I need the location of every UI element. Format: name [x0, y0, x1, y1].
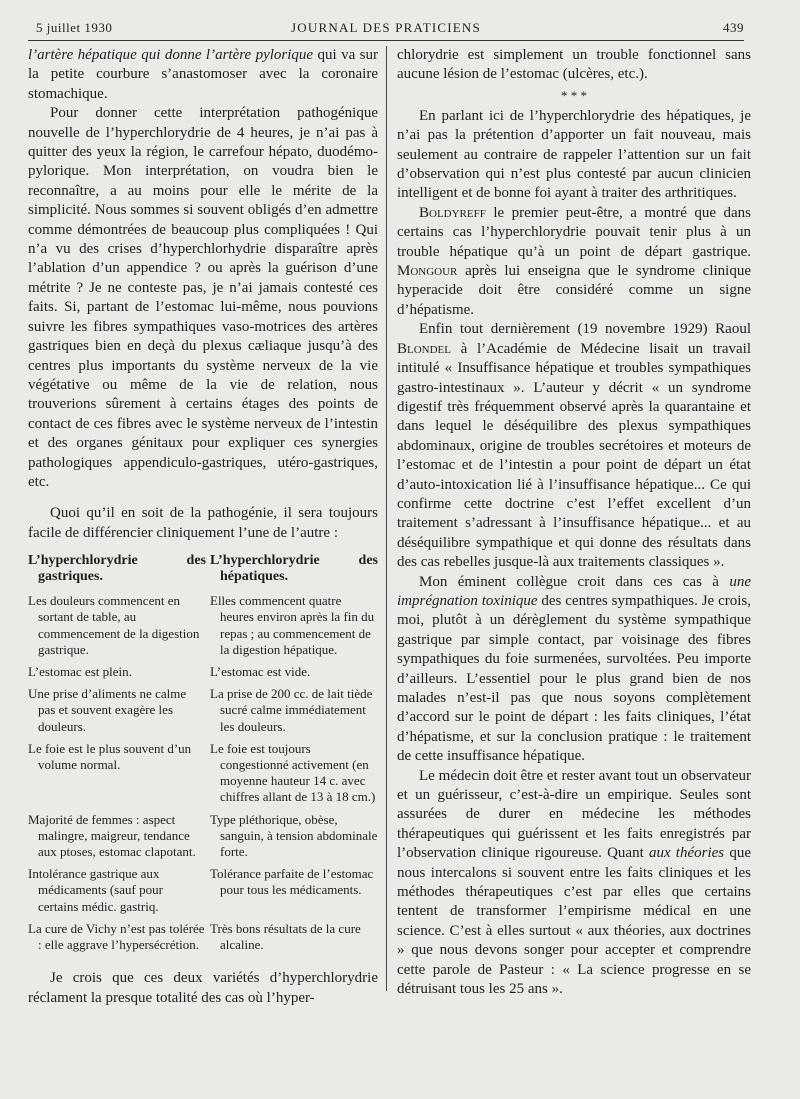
- paragraph-text: des centres sympathiques. Je crois, moi, plutôt à un dérèglement du système sympathique gastrique par simple contact, par voisinage des fibres sympathiques du foie surmenées, survoltées. Peu importe d’ailleurs. L’essentiel pour le plus grand bien de nos malades n’est-il pas que nous soyons complètement d’accord sur le point de départ : les faits cliniques, l’état d’hépatisme, et sur la conclusion pratique : le traitement de cette insuffisance hépatique.: [397, 592, 751, 765]
- paragraph: Pour donner cette interprétation pathogénique nouvelle de l’hyperchlorydrie de 4 heures, je n’ai pas à quitter des yeux la région, le carrefour hépato, duodémo-pylorique. Mon interprétation, on voudra bien le reconnaître, a au moins pour elle le mérite de la simplicité. Nous sommes si souvent obligés d’en admettre comme démontrées de beaucoup plus compliquées ! Qui n’a vu des crises d’hyperchlorhydrie disparaître après l’ablation d’un appendice ? ou après la guérison d’une métrite ? Je ne conteste pas, je n’ai jamais contesté ces faits. Si, partant de l’estomac lui-même, nous pouvions suivre les fibres sympathiques vaso-motrices des artères gastriques bien en deçà du plexus cæliaque jusqu’à des centres plus importants du système nerveux de la vie végétative ou même de la vie de relation, nous trouverions sûrement à certains étages des points de contact de ces fibres avec le système nerveux de l’intestin et des organes génitaux pour expliquer ces synergies pathologiques appendiculo-gastriques, utéro-gastriques, etc.: [28, 105, 378, 490]
- paragraph: [397, 320, 751, 572]
- page-number: 439: [723, 20, 744, 35]
- italic-phrase: l’artère hépatique qui donne l’artère pylorique: [28, 47, 314, 63]
- column-divider: [386, 46, 387, 991]
- italic-phrase: une imprégnation toxinique: [397, 573, 751, 609]
- paragraph: Je crois que ces deux variétés d’hyperchlorydrie réclament la presque totalité des cas où l’hyper-: [28, 970, 378, 1006]
- left-column: [28, 46, 378, 1008]
- hepatic-cell: Tolérance parfaite de l’estomac pour tous les médicaments.: [210, 866, 374, 898]
- gastric-cell: Le foie est le plus souvent d’un volume normal.: [28, 740, 192, 772]
- column-heading-gastric: L’hyperchlorydrie des gastriques.: [28, 553, 206, 585]
- gastric-cell: L’estomac est plein.: [28, 663, 132, 679]
- paragraph-text: Mon éminent collègue croit dans ces cas à: [419, 573, 730, 590]
- paragraph: En parlant ici de l’hyperchlorydrie des hépatiques, je n’ai pas la prétention d’apporter un fait nouveau, mais seulement au contraire de rappeler l’attention sur un fait d’observation qui n’est plus contesté par aucun clinicien intelligent et de bonne foi ayant à traiter des arthritiques.: [397, 107, 751, 202]
- column-heading-hepatic: L’hyperchlorydrie des hépatiques.: [210, 553, 378, 585]
- hepatic-cell: Elles commencent quatre heures environ après la fin du repas ; au commencement de la digestion hépatique.: [210, 593, 375, 657]
- author-name: Blondel: [397, 340, 451, 357]
- paragraph: chlorydrie est simplement un trouble fonctionnel sans aucune lésion de l’estomac (ulcères, etc.).: [397, 47, 751, 83]
- gastric-cell: Une prise d’aliments ne calme pas et souvent exagère les douleurs.: [28, 686, 187, 734]
- paragraph-text: que nous intercalons si souvent entre les faits cliniques et les méthodes thérapeutiques c’est par elles que certains tentent de transformer l’empirisme médical en une science. C’est à elles surtout « aux théories, aux doctrines » que nous devons songer pour accepter et comprendre cette parole de Pasteur : « La science progresse en se détruisant tous les 25 ans ».: [397, 845, 751, 998]
- issue-date: 5 juillet 1930: [36, 20, 113, 35]
- paragraph-text: à l’Académie de Médecine lisait un travail intitulé « Insuffisance hépatique et troubles sympathiques gastro-intestinaux ». L’auteur y décrit « un syndrome digestif très fréquemment observé après la quarantaine et dans lequel le déséquilibre des plexus sympathiques abdominaux, origine de troubles secrétoires et moteurs de l’estomac et de l’intestin a pour point de départ un état d’auto-intoxication lié à l’insuffisance hépatique... Ce qui confirme cette doctrine c’est l’effet excellent d’un traitement s’adressant à l’insuffisance hépatique... et au déséquilibre sympathique et qui donne des résultats dans des cas rebelles jusque-là aux traitements classiques ».: [397, 340, 751, 571]
- paragraph: [397, 204, 751, 320]
- gastric-cell: Majorité de femmes : aspect malingre, maigreur, tendance aux ptoses, estomac clapotant.: [28, 811, 196, 859]
- paragraph-text: Enfin tout dernièrement (19 novembre 1929) Raoul: [419, 321, 751, 338]
- paragraph-text: après lui enseigna que le syndrome clinique hyperacide doit être considéré comme un signe d’hépatisme.: [397, 263, 751, 318]
- paragraph: [397, 767, 751, 1000]
- italic-phrase: aux théories: [648, 845, 725, 862]
- gastric-cell: Les douleurs commencent en sortant de table, au commencement de la digestion gastrique.: [28, 593, 200, 657]
- paragraph: [397, 573, 751, 767]
- header-rule: [28, 40, 744, 41]
- running-header: [28, 16, 744, 38]
- right-column: [397, 46, 751, 1000]
- author-name: Boldyreff: [419, 204, 486, 221]
- hepatic-cell: L’estomac est vide.: [210, 663, 311, 679]
- gastric-cell: La cure de Vichy n’est pas tolérée : elle aggrave l’hypersécrétion.: [28, 920, 205, 953]
- paragraph-text: Le médecin doit être et rester avant tout un observateur et un guérisseur, c’est-à-dire un empirique. Seules sont assurées de durer en médecine les méthodes thérapeutiques qui guérissent et les faits enregistrés par l’observation clinique rigoureuse. Quant: [397, 767, 751, 862]
- paragraph: [28, 46, 378, 104]
- paragraph-text: le premier peut-être, a montré que dans certains cas l’hyperchlorydrie pouvait tenir plus à un trouble hépatique qu’à un point de départ gastrique.: [397, 204, 751, 260]
- paragraph: Quoi qu’il en soit de la pathogénie, il sera toujours facile de différencier cliniquement l’une de l’autre :: [28, 505, 378, 541]
- section-break-asterisks: * * *: [561, 87, 587, 103]
- paragraph-text: qui va sur la petite courbure s’anastomoser avec la coronaire stomachique.: [28, 47, 378, 102]
- comparison-table: [28, 553, 378, 959]
- journal-title: JOURNAL DES PRATICIENS: [291, 20, 481, 35]
- author-name: Mongour: [397, 263, 458, 280]
- hepatic-cell: La prise de 200 cc. de lait tiède sucré calme immédiatement les douleurs.: [210, 686, 373, 734]
- gastric-cell: Intolérance gastrique aux médicaments (sauf pour certains médic. gastriq.: [28, 866, 163, 914]
- hepatic-cell: Type pléthorique, obèse, sanguin, à tension abdominale forte.: [210, 811, 378, 859]
- hepatic-cell: Très bons résultats de la cure alcaline.: [210, 920, 361, 953]
- hepatic-cell: Le foie est toujours congestionné activement (en moyenne hauteur 14 c. avec chiffres allant de 13 à 18 cm.): [210, 740, 376, 805]
